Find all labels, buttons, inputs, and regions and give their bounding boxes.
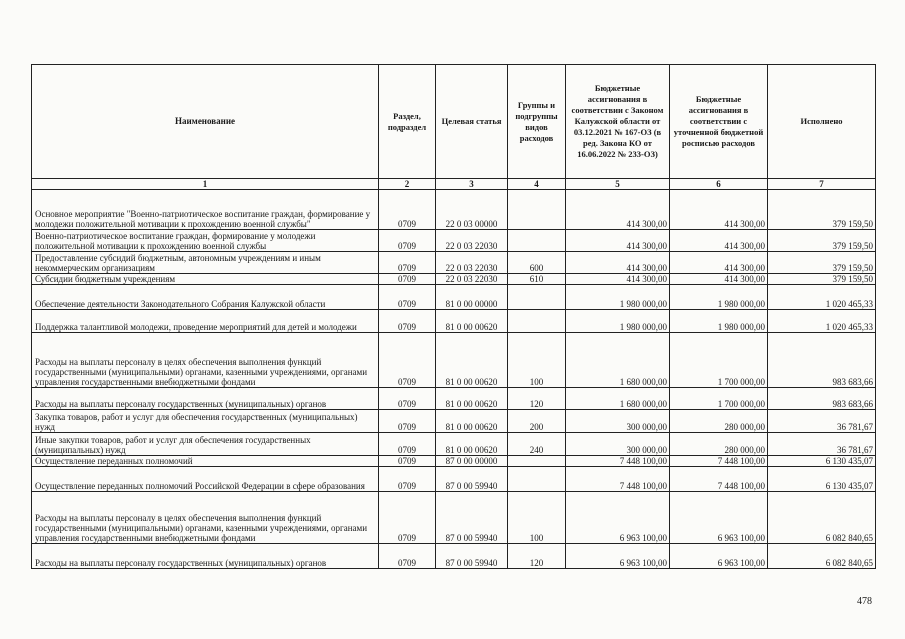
row-name: Субсидии бюджетным учреждениям	[32, 274, 379, 285]
row-executed: 983 683,66	[768, 333, 876, 388]
budget-table-sheet	[31, 64, 875, 569]
row-refined: 1 700 000,00	[670, 388, 768, 410]
row-assigned: 300 000,00	[566, 410, 670, 433]
row-group	[508, 230, 566, 252]
row-group: 610	[508, 274, 566, 285]
row-refined: 7 448 100,00	[670, 456, 768, 467]
page-number: 478	[857, 596, 872, 607]
row-target: 81 0 00 00000	[436, 285, 508, 310]
column-number: 3	[436, 179, 508, 190]
column-number: 1	[32, 179, 379, 190]
header-name: Наименование	[32, 65, 379, 179]
row-section: 0709	[379, 433, 436, 456]
row-group	[508, 190, 566, 230]
row-section: 0709	[379, 230, 436, 252]
row-target: 81 0 00 00620	[436, 310, 508, 333]
row-target: 22 0 03 22030	[436, 230, 508, 252]
table-row	[32, 310, 876, 333]
table-row	[32, 252, 876, 274]
row-group: 200	[508, 410, 566, 433]
column-number: 2	[379, 179, 436, 190]
column-number-row	[32, 179, 876, 190]
row-group: 100	[508, 333, 566, 388]
row-group	[508, 467, 566, 492]
row-assigned: 1 980 000,00	[566, 285, 670, 310]
row-target: 81 0 00 00620	[436, 410, 508, 433]
row-group: 240	[508, 433, 566, 456]
row-target: 81 0 00 00620	[436, 388, 508, 410]
row-executed: 379 159,50	[768, 274, 876, 285]
table-row	[32, 230, 876, 252]
row-assigned: 1 680 000,00	[566, 333, 670, 388]
row-name: Поддержка талантливой молодежи, проведение мероприятий для детей и молодежи	[32, 310, 379, 333]
row-assigned: 7 448 100,00	[566, 456, 670, 467]
column-number: 7	[768, 179, 876, 190]
row-target: 87 0 00 59940	[436, 467, 508, 492]
table-row	[32, 388, 876, 410]
row-assigned: 414 300,00	[566, 252, 670, 274]
row-section: 0709	[379, 467, 436, 492]
row-name: Обеспечение деятельности Законодательного Собрания Калужской области	[32, 285, 379, 310]
row-group: 120	[508, 544, 566, 569]
row-refined: 414 300,00	[670, 274, 768, 285]
row-group: 120	[508, 388, 566, 410]
header-row	[32, 65, 876, 179]
column-number: 6	[670, 179, 768, 190]
header-section: Раздел, подраздел	[379, 65, 436, 179]
row-name: Расходы на выплаты персоналу государственных (муниципальных) органов	[32, 544, 379, 569]
row-section: 0709	[379, 492, 436, 544]
table-body	[32, 190, 876, 569]
row-group: 100	[508, 492, 566, 544]
row-executed: 1 020 465,33	[768, 310, 876, 333]
table-row	[32, 285, 876, 310]
header-executed: Исполнено	[768, 65, 876, 179]
row-section: 0709	[379, 285, 436, 310]
row-name: Закупка товаров, работ и услуг для обеспечения государственных (муниципальных) нужд	[32, 410, 379, 433]
table-row	[32, 433, 876, 456]
row-section: 0709	[379, 333, 436, 388]
row-assigned: 6 963 100,00	[566, 544, 670, 569]
row-target: 87 0 00 59940	[436, 544, 508, 569]
row-refined: 414 300,00	[670, 230, 768, 252]
row-section: 0709	[379, 456, 436, 467]
column-number: 4	[508, 179, 566, 190]
row-assigned: 1 680 000,00	[566, 388, 670, 410]
table-row	[32, 456, 876, 467]
row-executed: 1 020 465,33	[768, 285, 876, 310]
row-name: Военно-патриотическое воспитание граждан, формирование у молодежи положительной мотивации к прохождению военной службы	[32, 230, 379, 252]
row-target: 81 0 00 00620	[436, 433, 508, 456]
row-group: 600	[508, 252, 566, 274]
row-executed: 6 082 840,65	[768, 544, 876, 569]
row-refined: 280 000,00	[670, 433, 768, 456]
row-section: 0709	[379, 252, 436, 274]
row-assigned: 414 300,00	[566, 190, 670, 230]
row-target: 22 0 03 22030	[436, 252, 508, 274]
row-refined: 414 300,00	[670, 252, 768, 274]
row-section: 0709	[379, 274, 436, 285]
row-section: 0709	[379, 544, 436, 569]
row-target: 22 0 03 00000	[436, 190, 508, 230]
table-row	[32, 544, 876, 569]
row-executed: 379 159,50	[768, 230, 876, 252]
header-refined: Бюджетные ассигнования в соответствии с уточненной бюджетной росписью расходов	[670, 65, 768, 179]
row-section: 0709	[379, 410, 436, 433]
row-assigned: 1 980 000,00	[566, 310, 670, 333]
row-target: 87 0 00 00000	[436, 456, 508, 467]
row-name: Иные закупки товаров, работ и услуг для обеспечения государственных (муниципальных) нужд	[32, 433, 379, 456]
row-target: 22 0 03 22030	[436, 274, 508, 285]
table-row	[32, 274, 876, 285]
row-executed: 36 781,67	[768, 410, 876, 433]
row-executed: 379 159,50	[768, 252, 876, 274]
row-name: Осуществление переданных полномочий Российской Федерации в сфере образования	[32, 467, 379, 492]
row-refined: 1 980 000,00	[670, 285, 768, 310]
row-name: Расходы на выплаты персоналу государственных (муниципальных) органов	[32, 388, 379, 410]
column-number: 5	[566, 179, 670, 190]
budget-execution-table	[31, 64, 876, 569]
row-group	[508, 310, 566, 333]
row-refined: 414 300,00	[670, 190, 768, 230]
row-refined: 1 700 000,00	[670, 333, 768, 388]
row-executed: 6 130 435,07	[768, 456, 876, 467]
row-refined: 280 000,00	[670, 410, 768, 433]
row-section: 0709	[379, 388, 436, 410]
row-target: 81 0 00 00620	[436, 333, 508, 388]
row-assigned: 6 963 100,00	[566, 492, 670, 544]
table-row	[32, 410, 876, 433]
row-group	[508, 285, 566, 310]
table-row	[32, 467, 876, 492]
row-executed: 6 130 435,07	[768, 467, 876, 492]
row-name: Расходы на выплаты персоналу в целях обеспечения выполнения функций государственными (муниципальными) органами, казенными учреждениями, органами управления государственными внебюджетными фондами	[32, 333, 379, 388]
row-executed: 36 781,67	[768, 433, 876, 456]
row-assigned: 414 300,00	[566, 274, 670, 285]
header-target: Целевая статья	[436, 65, 508, 179]
table-row	[32, 190, 876, 230]
row-executed: 6 082 840,65	[768, 492, 876, 544]
header-group: Группы и подгруппы видов расходов	[508, 65, 566, 179]
row-refined: 6 963 100,00	[670, 492, 768, 544]
table-row	[32, 492, 876, 544]
table-row	[32, 333, 876, 388]
row-section: 0709	[379, 190, 436, 230]
row-refined: 7 448 100,00	[670, 467, 768, 492]
row-name: Основное мероприятие "Военно-патриотическое воспитание граждан, формирование у молодежи положительной мотивации к прохождению военной службы"	[32, 190, 379, 230]
row-name: Предоставление субсидий бюджетным, автономным учреждениям и иным некоммерческим организациям	[32, 252, 379, 274]
row-assigned: 414 300,00	[566, 230, 670, 252]
row-assigned: 300 000,00	[566, 433, 670, 456]
row-assigned: 7 448 100,00	[566, 467, 670, 492]
header-assigned: Бюджетные ассигнования в соответствии с Законом Калужской области от 03.12.2021 № 167-ОЗ (в ред. Закона КО от 16.06.2022 № 233-ОЗ)	[566, 65, 670, 179]
row-refined: 1 980 000,00	[670, 310, 768, 333]
row-executed: 983 683,66	[768, 388, 876, 410]
row-section: 0709	[379, 310, 436, 333]
row-name: Осуществление переданных полномочий	[32, 456, 379, 467]
row-name: Расходы на выплаты персоналу в целях обеспечения выполнения функций государственными (муниципальными) органами, казенными учреждениями, органами управления государственными внебюджетными фондами	[32, 492, 379, 544]
row-group	[508, 456, 566, 467]
row-refined: 6 963 100,00	[670, 544, 768, 569]
row-executed: 379 159,50	[768, 190, 876, 230]
row-target: 87 0 00 59940	[436, 492, 508, 544]
